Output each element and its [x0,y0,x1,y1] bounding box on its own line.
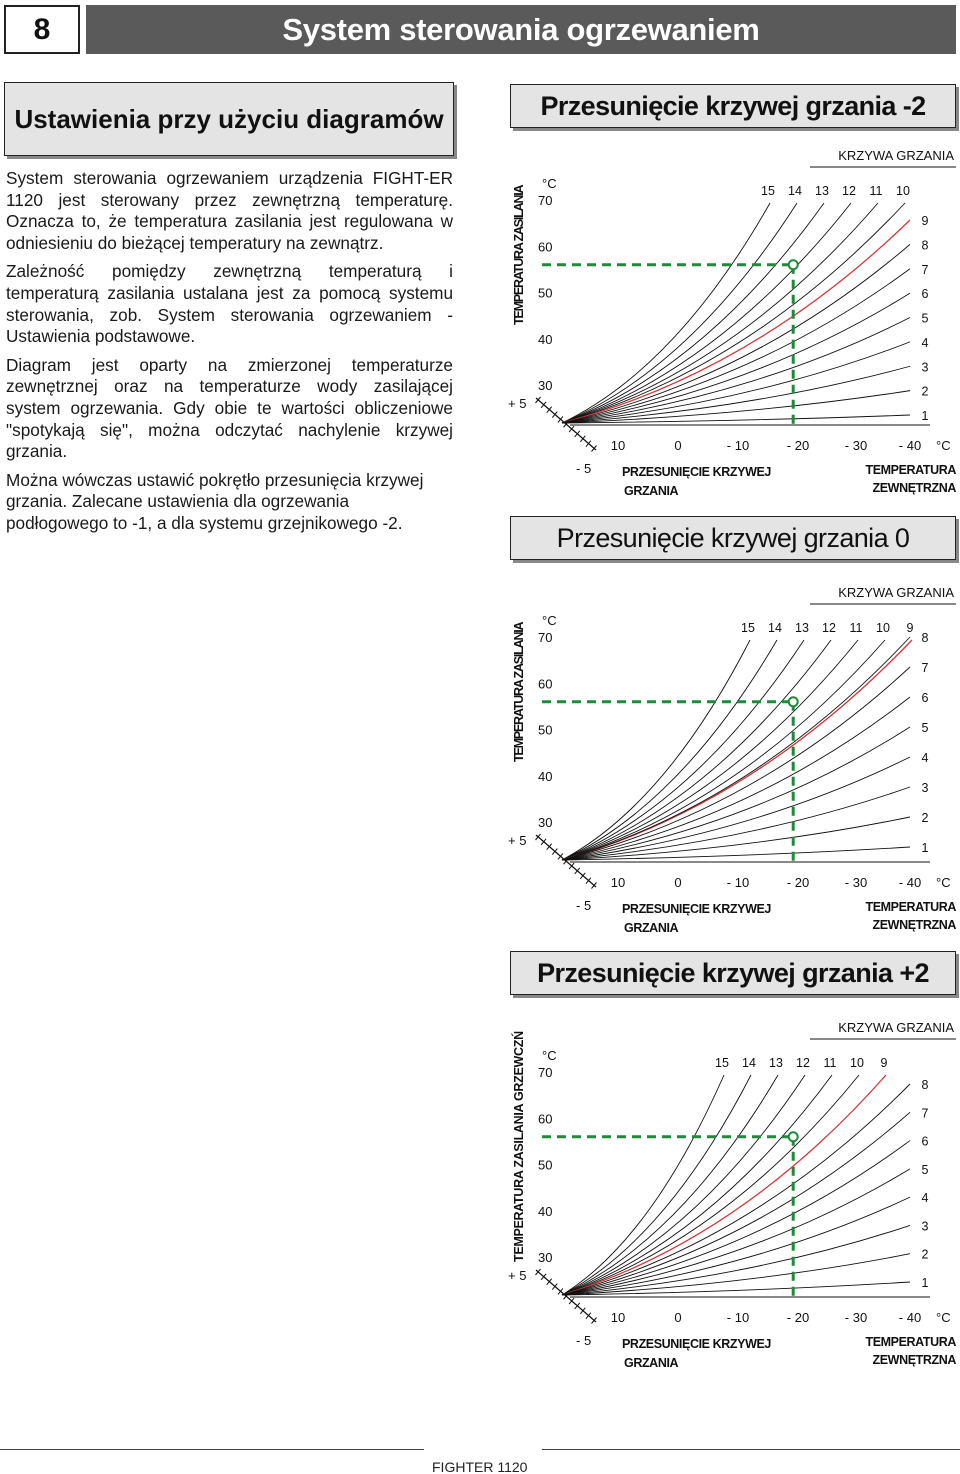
y-tick-label: 60 [538,1111,553,1127]
x-tick-label: - 40 [898,875,922,890]
left-tick-minus5: - 5 [576,898,592,913]
curve-number-side: 4 [921,751,929,765]
left-tick-plus5: + 5 [508,1268,527,1283]
x-axis-label-line1: PRZESUNIĘCIE KRZYWEJ [622,1337,771,1351]
x-axis-unit: °C [936,438,951,453]
y-tick-label: 70 [538,1065,553,1080]
curve-number-side: 3 [921,360,929,375]
curve-number-top: 11 [869,184,883,198]
x-axis-label-line1: PRZESUNIĘCIE KRZYWEJ [622,465,771,479]
curve-number-side: 2 [921,1247,929,1262]
curve-number-top: 12 [822,621,836,635]
chart-title-offset-minus-2: Przesunięcie krzywej grzania -2 [510,84,956,128]
footer-gap [424,1444,542,1456]
curve-number-top: 14 [768,621,782,635]
y-tick-label: 30 [538,815,553,830]
curve-number-side: 3 [921,781,929,795]
heating-curve-chart-minus-2 [500,140,960,510]
y-tick-label: 50 [538,285,553,301]
paragraph: System sterowania ogrzewaniem urządzenia FIGHT-ER 1120 jest sterowany przez zewnętrzną temperaturę. Oznacza to, że temperatura zasilania jest regulowana w odniesieniu do bieżącej temperatury na zewnątrz. [6,168,453,253]
y-tick-label: 60 [538,676,553,692]
curve-number-top: 10 [850,1056,864,1070]
y-axis-label: TEMPERATURA ZASILANIA [512,622,526,762]
left-tick-plus5: + 5 [508,396,527,411]
y-axis-unit: °C [542,1048,557,1063]
heating-curve-chart-0 [500,577,960,947]
curve-number-top: 15 [741,621,755,635]
x-tick-label: - 10 [726,1310,750,1325]
curve-number-top: 15 [715,1056,729,1070]
y-tick-label: 30 [538,378,553,393]
section-title: Ustawienia przy użyciu diagramów [4,82,454,156]
heating-curve-3 [562,1225,910,1295]
y-tick-label: 40 [538,768,553,784]
curve-number-top: 13 [795,621,809,635]
heating-curve-7 [562,269,910,423]
x-axis-label-right-line2: ZEWNĘTRZNA [872,481,956,495]
curve-number-top: 10 [876,621,890,635]
curve-number-side: 7 [921,262,929,277]
heating-curve-1 [562,1282,910,1295]
curve-number-top: 11 [823,1056,837,1070]
y-axis-unit: °C [542,613,557,628]
curve-number-side: 7 [921,1106,929,1121]
left-tick-plus5: + 5 [508,833,527,848]
y-tick-label: 60 [538,239,553,255]
x-tick-label: 10 [610,875,626,890]
left-tick-minus5: - 5 [576,1333,592,1348]
curve-number-top: 9 [906,621,914,635]
x-axis-unit: °C [936,875,951,890]
x-axis-label-right-line1: TEMPERATURA [865,463,956,477]
y-axis-label: TEMPERATURA ZASILANIA GRZEWCZŃ [512,1031,526,1262]
heating-curve-chart-plus-2 [500,1012,960,1382]
x-tick-label: 0 [674,1310,682,1325]
page-number: 8 [4,5,80,54]
chart-title-offset-0: Przesunięcie krzywej grzania 0 [510,516,956,560]
y-tick-label: 70 [538,630,553,645]
x-axis-unit: °C [936,1310,951,1325]
x-tick-label: - 30 [844,438,868,453]
curve-number-side: 1 [921,841,929,855]
y-tick-label: 40 [538,1203,553,1219]
y-tick-label: 50 [538,722,553,738]
y-tick-label: 50 [538,1157,553,1173]
curve-number-side: 3 [921,1219,929,1234]
page-title: System sterowania ogrzewaniem [86,5,956,54]
heating-curve-15 [562,1075,724,1295]
curve-number-top: 15 [761,184,775,198]
x-tick-label: - 40 [898,1310,922,1325]
x-tick-label: - 30 [844,1310,868,1325]
curve-number-side: 9 [921,214,929,228]
x-axis-label-line2: GRZANIA [624,1356,679,1370]
left-tick-minus5: - 5 [576,461,592,476]
paragraph: Diagram jest oparty na zmierzonej temperaturze zewnętrznej oraz na temperaturze wody zasilającej system ogrzewania. Gdy obie te wartości obliczeniowe "spotykają się", można odczytać nachylenie krzywej grzania. [6,354,453,462]
heating-curve-6 [562,697,910,860]
x-tick-label: 10 [610,1310,626,1325]
footer-model: FIGHTER 1120 [432,1459,528,1474]
curve-label: KRZYWA GRZANIA [838,585,954,600]
curve-number-top: 13 [815,184,829,198]
x-tick-label: - 20 [786,875,810,890]
y-tick-label: 40 [538,331,553,347]
intersection-marker [789,260,798,269]
curve-number-side: 8 [921,631,929,645]
chart-title-offset-plus-2: Przesunięcie krzywej grzania +2 [510,951,956,995]
curve-number-side: 7 [921,661,929,675]
curve-number-top: 9 [880,1056,888,1070]
curve-number-side: 8 [921,238,929,253]
intersection-marker [789,1132,798,1141]
curve-number-side: 5 [921,311,929,326]
x-tick-label: 0 [674,438,682,453]
y-tick-label: 70 [538,193,553,208]
x-tick-label: - 10 [726,438,750,453]
heating-curve-14 [562,203,797,423]
curve-number-side: 1 [921,1276,929,1290]
y-axis-label: TEMPERATURA ZASILANIA [512,185,526,325]
x-axis-label-line2: GRZANIA [624,484,679,498]
curve-number-top: 14 [788,184,802,198]
heating-curve-11 [562,203,878,423]
curve-label: KRZYWA GRZANIA [838,1020,954,1035]
x-axis-label-line2: GRZANIA [624,921,679,935]
x-tick-label: - 20 [786,438,810,453]
x-tick-label: - 20 [786,1310,810,1325]
heating-curve-13 [562,1075,778,1295]
curve-number-side: 6 [921,1134,929,1149]
curve-number-side: 6 [921,691,929,705]
x-axis-label-right-line2: ZEWNĘTRZNA [872,1353,956,1367]
curve-number-top: 10 [896,184,910,198]
x-tick-label: 0 [674,875,682,890]
curve-number-side: 5 [921,721,929,735]
curve-number-side: 4 [921,1191,929,1206]
x-axis-label-right-line2: ZEWNĘTRZNA [872,918,956,932]
curve-number-side: 8 [921,1078,929,1092]
intersection-marker [789,697,798,706]
curve-label: KRZYWA GRZANIA [838,148,954,163]
heating-curve-10 [562,203,905,423]
y-axis-unit: °C [542,176,557,191]
heating-curve-1 [562,847,910,860]
section-body [6,168,453,542]
x-tick-label: - 30 [844,875,868,890]
x-tick-label: - 40 [898,438,922,453]
curve-number-side: 6 [921,287,929,302]
heating-curve-15 [562,203,770,423]
x-tick-label: 10 [610,438,626,453]
curve-number-side: 2 [921,811,929,825]
y-tick-label: 30 [538,1250,553,1265]
curve-number-top: 11 [849,621,863,635]
curve-number-top: 14 [742,1056,756,1070]
curve-number-side: 4 [921,335,929,350]
curve-number-top: 13 [769,1056,783,1070]
curve-number-side: 5 [921,1162,929,1177]
heating-curve-5 [562,727,910,860]
curve-number-top: 12 [796,1056,810,1070]
x-axis-label-right-line1: TEMPERATURA [865,900,956,914]
x-tick-label: - 10 [726,875,750,890]
heating-curve-13 [562,203,824,423]
heating-curve-15 [562,640,750,860]
paragraph: Zależność pomiędzy zewnętrzną temperaturą i temperaturą zasilania ustalana jest za pomocą systemu sterowania, zob. System sterowania ogrzewaniem - Ustawienia podstawowe. [6,261,453,347]
heating-curve-11 [562,640,858,860]
x-axis-label-right-line1: TEMPERATURA [865,1335,956,1349]
curve-number-side: 2 [921,384,929,399]
curve-number-top: 12 [842,184,856,198]
heating-curve-14 [562,640,777,860]
paragraph: Można wówczas ustawić pokrętło przesunięcia krzywej grzania. Zalecane ustawienia dla ogrzewania podłogowego to -1, a dla systemu grzejnikowego -2. [6,469,424,533]
curve-number-side: 1 [921,409,929,423]
x-axis-label-line1: PRZESUNIĘCIE KRZYWEJ [622,902,771,916]
